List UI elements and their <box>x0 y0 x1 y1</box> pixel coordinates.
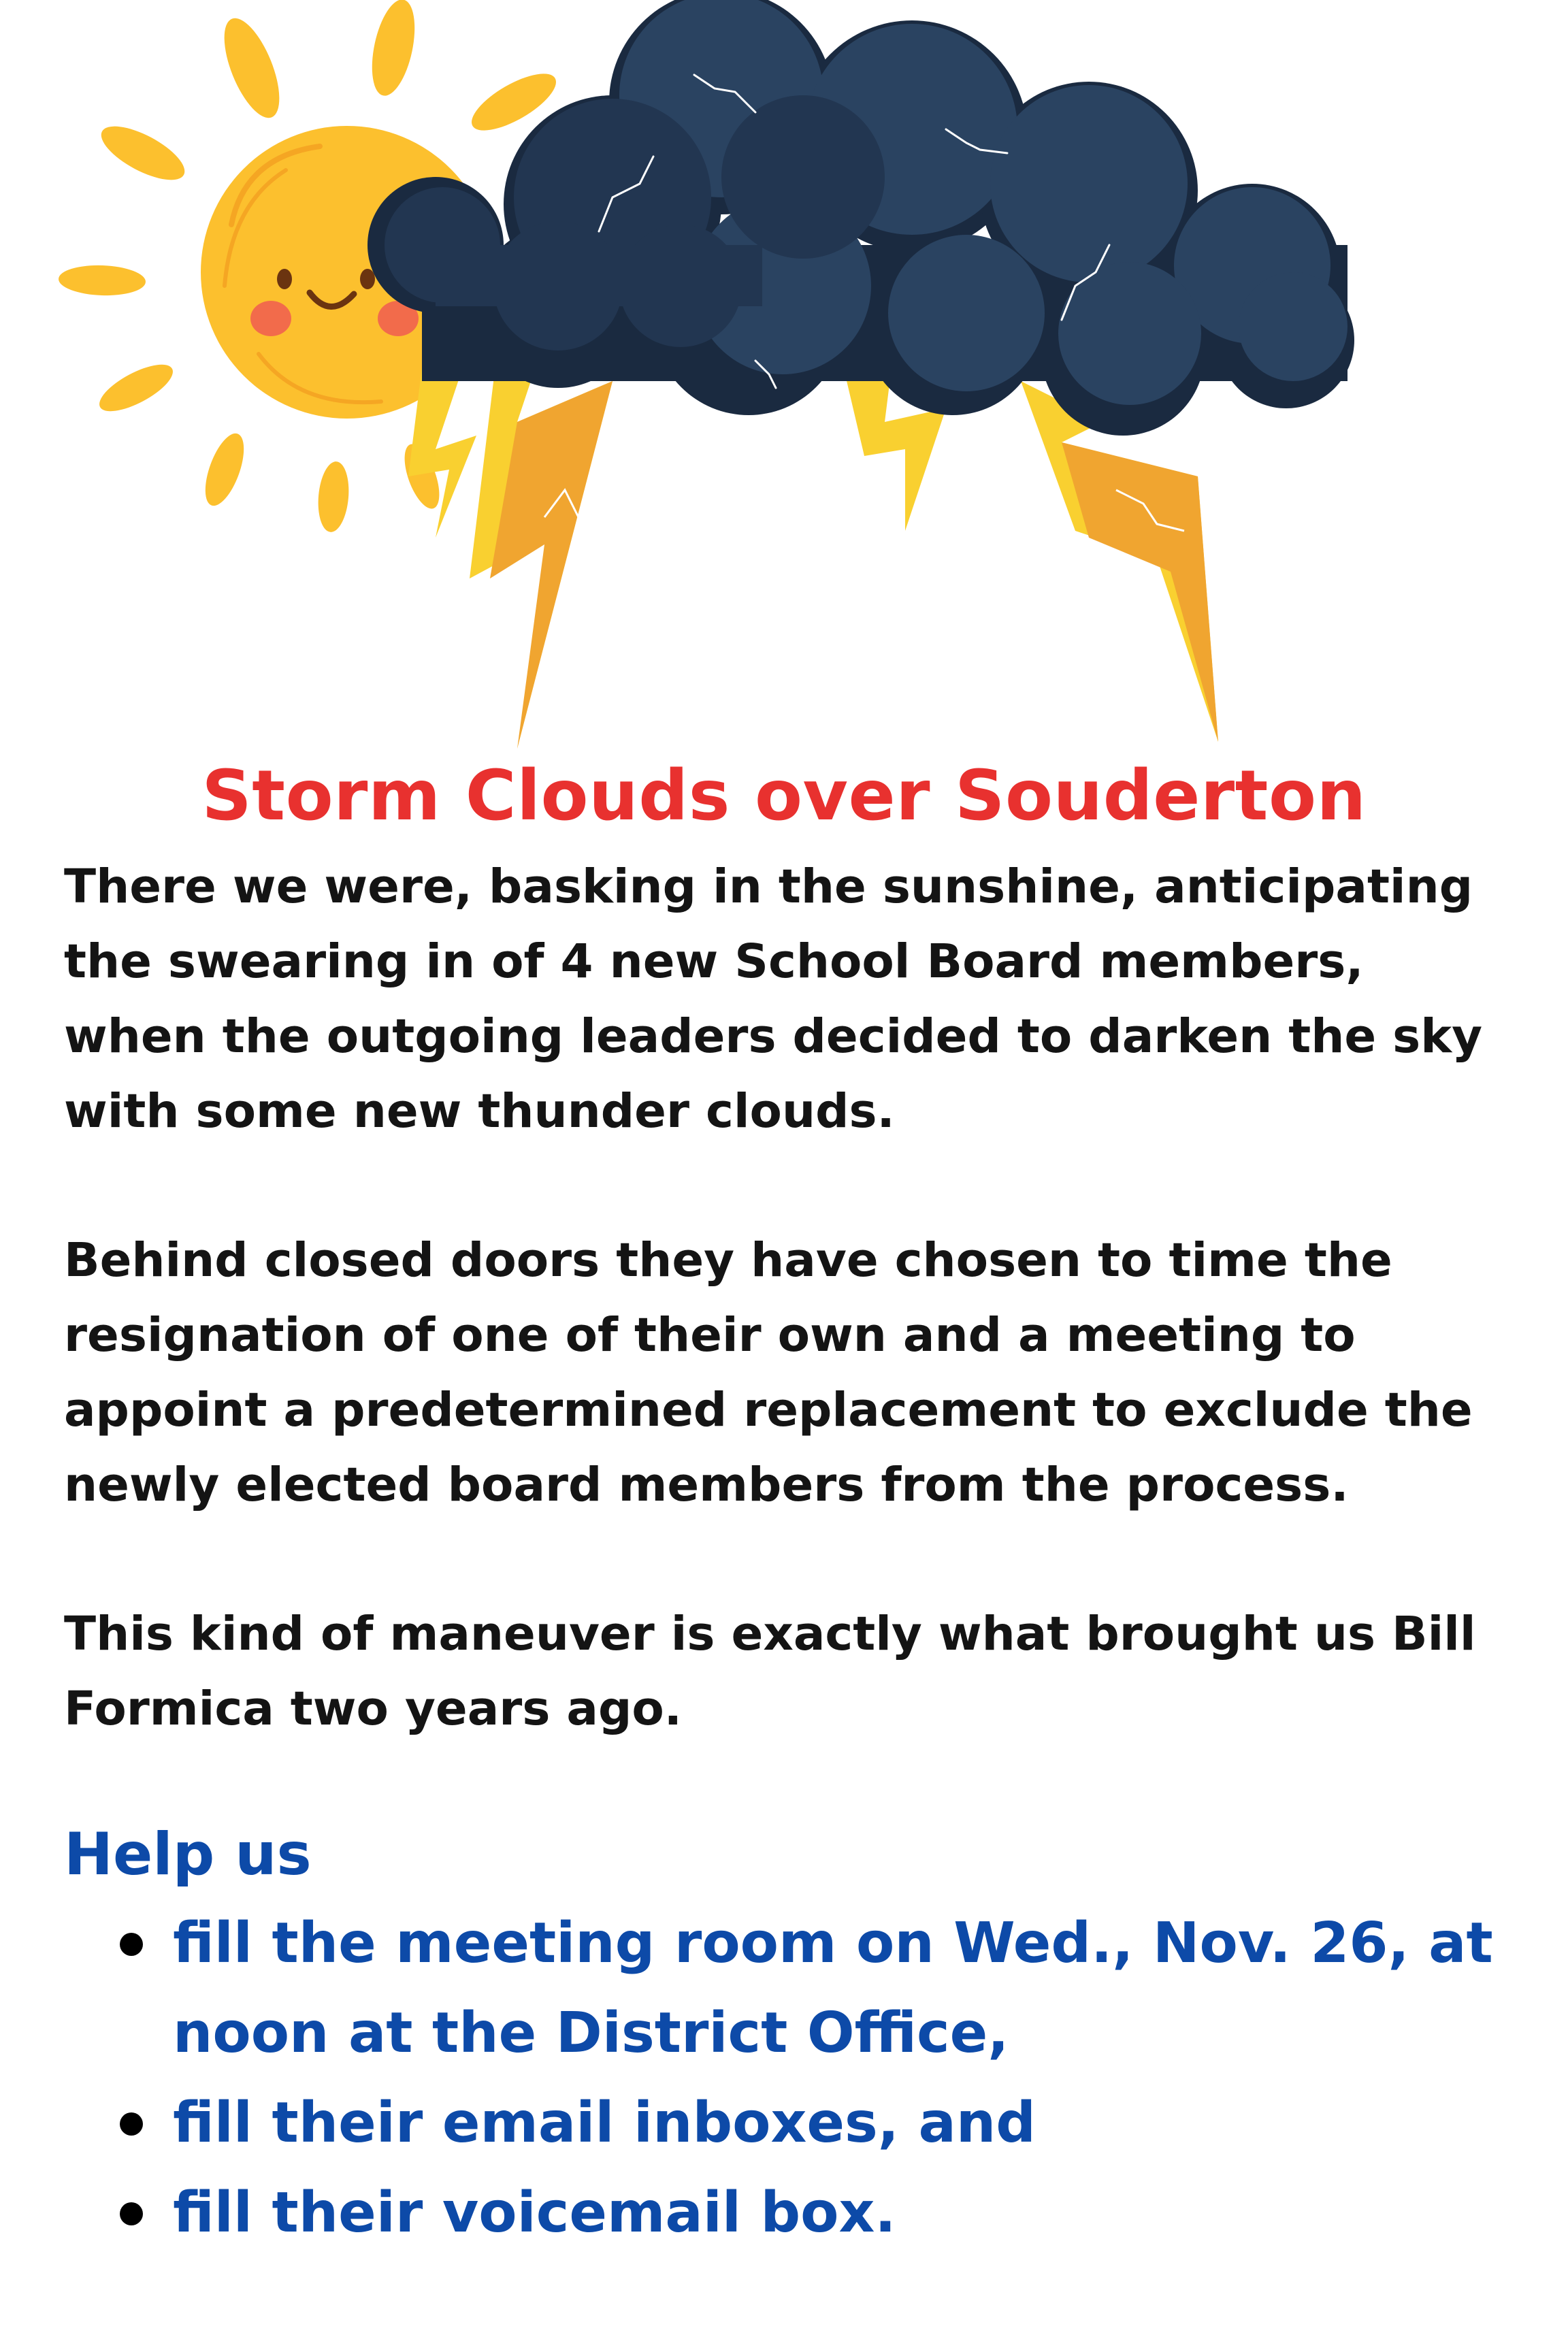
list-item <box>173 2078 1527 2168</box>
list-item-text: fill the meeting room on Wed., Nov. 26, at noon at the District Office, <box>173 1911 1493 2065</box>
intro-paragraph: There we were, basking in the sunshine, anticipating the swearing in of 4 new School Board members, when the outgoing leaders decided to darken the sky with some new thunder clouds. <box>64 860 1483 1139</box>
list-item-text: fill their voicemail box. <box>173 2180 896 2245</box>
closing-paragraph: This kind of maneuver is exactly what brought us Bill Formica two years ago. <box>64 1607 1476 1736</box>
bullet-icon <box>120 2112 143 2136</box>
storm-illustration <box>0 0 1568 762</box>
bullet-icon <box>120 2202 143 2225</box>
help-list <box>173 1899 1527 2258</box>
bullet-icon <box>120 1933 143 1956</box>
help-heading: Help us <box>64 1820 312 1889</box>
page-title: Storm Clouds over Souderton <box>201 755 1367 836</box>
list-item <box>173 1899 1527 2078</box>
body-paragraph: Behind closed doors they have chosen to time the resignation of one of their own and a meeting to appoint a predetermined replacement to exclude the newly elected board members from the process. <box>64 1233 1473 1512</box>
list-item <box>173 2168 1527 2258</box>
storm-cloud-icon <box>368 0 1354 436</box>
list-item-text: fill their email inboxes, and <box>173 2091 1036 2155</box>
